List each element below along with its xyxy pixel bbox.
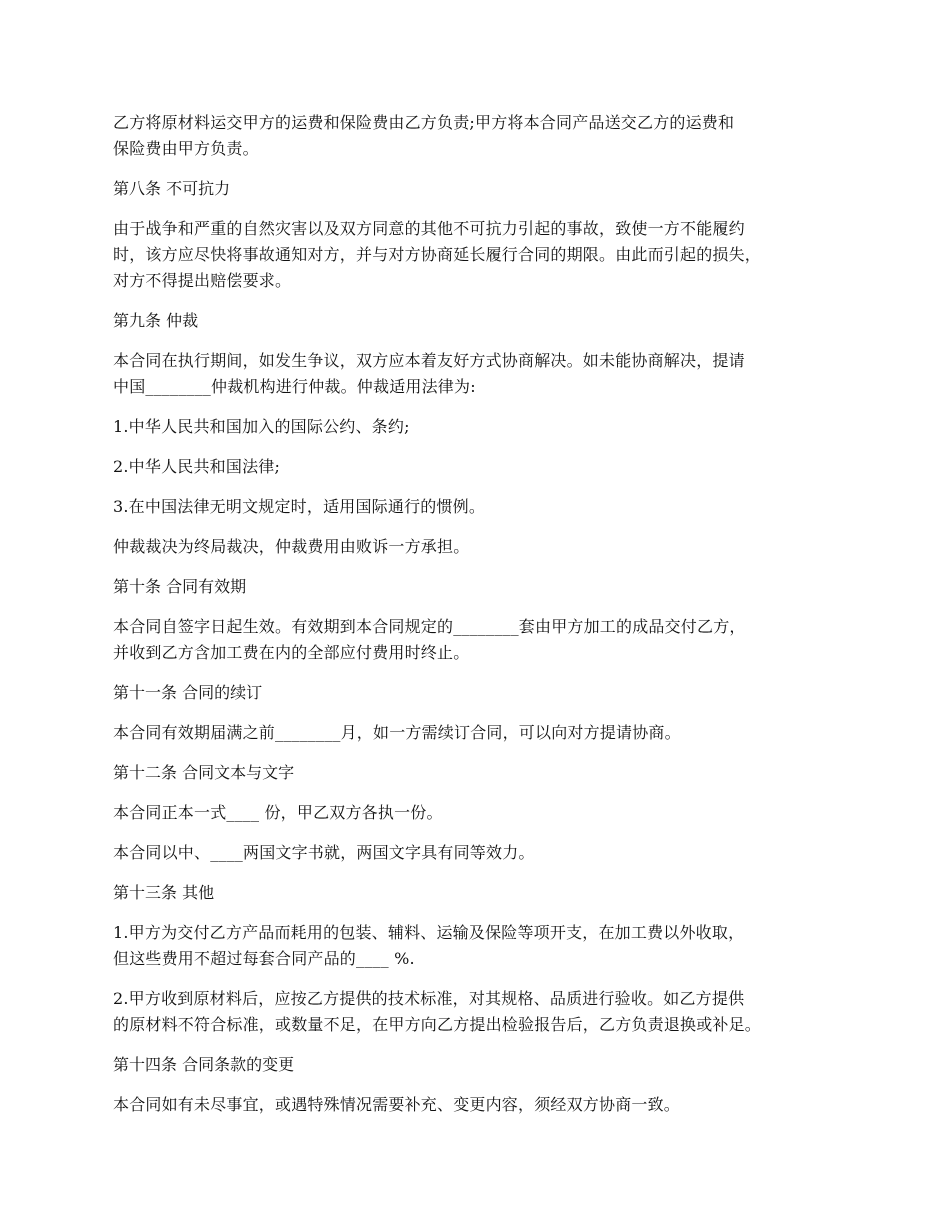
list-item-international-conventions: 1.中华人民共和国加入的国际公约、条约;: [113, 417, 410, 436]
text-line: 对方不得提出赔偿要求。: [113, 271, 292, 290]
text-line: 保险费由甲方负责。: [113, 139, 259, 158]
paragraph-languages: 本合同以中、____两国文字书就，两国文字具有同等效力。: [113, 843, 535, 862]
heading-article-11: 第十一条 合同的续订: [113, 683, 263, 702]
text-line: 的原材料不符合标准，或数量不足，在甲方向乙方提出检验报告后，乙方负责退换或补足。: [113, 1015, 762, 1034]
paragraph-arbitration-final: 仲裁裁决为终局裁决，仲裁费用由败诉一方承担。: [113, 537, 470, 556]
paragraph-freight-costs: [113, 110, 853, 162]
paragraph-packaging-costs: [113, 920, 853, 972]
paragraph-arbitration: [113, 348, 853, 400]
document-page: [113, 110, 853, 1132]
paragraph-amendments: 本合同如有未尽事宜，或遇特殊情况需要补充、变更内容，须经双方协商一致。: [113, 1095, 681, 1114]
text-line: 本合同在执行期间，如发生争议，双方应本着友好方式协商解决。如未能协商解决，提请: [113, 351, 745, 370]
heading-article-9: 第九条 仲裁: [113, 311, 199, 330]
text-line: 中国________仲裁机构进行仲裁。仲裁适用法律为:: [113, 377, 476, 396]
paragraph-inspection: [113, 986, 853, 1038]
text-line: 乙方将原材料运交甲方的运费和保险费由乙方负责;甲方将本合同产品送交乙方的运费和: [113, 113, 735, 132]
heading-article-12: 第十二条 合同文本与文字: [113, 763, 295, 782]
list-item-prc-law: 2.中华人民共和国法律;: [113, 457, 281, 476]
text-line: 2.甲方收到原材料后，应按乙方提供的技术标准，对其规格、品质进行验收。如乙方提供: [113, 989, 745, 1008]
heading-article-8: 第八条 不可抗力: [113, 179, 231, 198]
text-line: 1.甲方为交付乙方产品而耗用的包装、辅料、运输及保险等项开支，在加工费以外收取，: [113, 923, 745, 942]
heading-article-14: 第十四条 合同条款的变更: [113, 1055, 295, 1074]
heading-article-13: 第十三条 其他: [113, 883, 215, 902]
text-line: 但这些费用不超过每套合同产品的____ %.: [113, 949, 415, 968]
paragraph-copies: 本合同正本一式____ 份，甲乙双方各执一份。: [113, 803, 443, 822]
paragraph-renewal: 本合同有效期届满之前________月，如一方需续订合同，可以向对方提请协商。: [113, 723, 681, 742]
list-item-international-practice: 3.在中国法律无明文规定时，适用国际通行的惯例。: [113, 497, 486, 516]
text-line: 由于战争和严重的自然灾害以及双方同意的其他不可抗力引起的事故，致使一方不能履约: [113, 219, 745, 238]
heading-article-10: 第十条 合同有效期: [113, 577, 247, 596]
paragraph-validity: [113, 614, 853, 666]
text-line: 并收到乙方含加工费在内的全部应付费用时终止。: [113, 643, 470, 662]
paragraph-force-majeure: [113, 216, 853, 294]
text-line: 本合同自签字日起生效。有效期到本合同规定的________套由甲方加工的成品交付乙方，: [113, 617, 746, 636]
text-line: 时，该方应尽快将事故通知对方，并与对方协商延长履行合同的期限。由此而引起的损失，: [113, 245, 762, 264]
